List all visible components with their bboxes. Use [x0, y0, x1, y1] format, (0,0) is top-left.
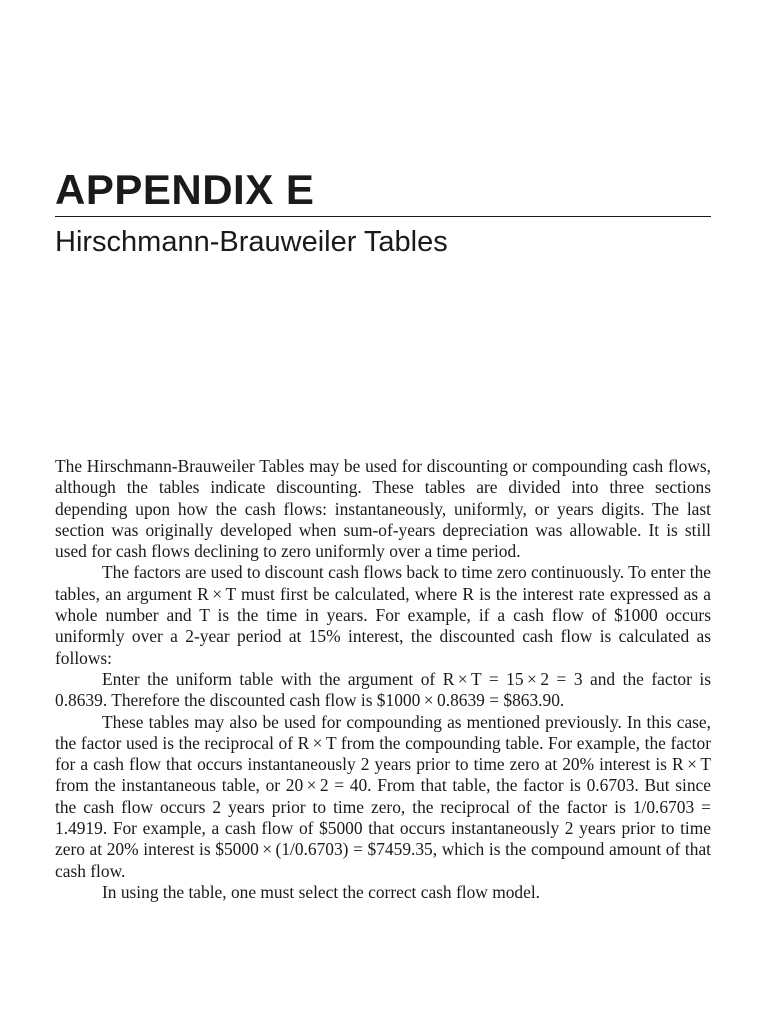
paragraph-factors: The factors are used to discount cash flows back to time zero continuously. To enter the tables, an argument R × T must first be calculated, where R is the interest rate expressed as a whole number and T is the time in years. For example, if a cash flow of $1000 occurs uniformly over a 2-year period at 15% interest, the discounted cash flow is calculated as follows:: [55, 562, 711, 668]
paragraph-compounding: These tables may also be used for compounding as mentioned previously. In this case, the factor used is the reciprocal of R × T from the compounding table. For example, the factor for a cash flow that occurs instantaneously 2 years prior to time zero at 20% interest is R × T from the instantaneous table, or 20 × 2 = 40. From that table, the factor is 0.6703. But since the cash flow occurs 2 years prior to time zero, the reciprocal of the factor is 1/0.6703 = 1.4919. For example, a cash flow of $5000 that occurs instantaneously 2 years prior to time zero at 20% interest is $5000 × (1/0.6703) = $7459.35, which is the compound amount of that cash flow.: [55, 711, 711, 881]
heading-rule: [55, 216, 711, 217]
body-text: [55, 456, 711, 903]
paragraph-intro: The Hirschmann-Brauweiler Tables may be used for discounting or compounding cash flows, although the tables indicate discounting. These tables are divided into three sections depending upon how the cash flows: instantaneously, uniformly, or years digits. The last section was originally developed when sum-of-years depreciation was allowable. It is still used for cash flows declining to zero uniformly over a time period.: [55, 456, 711, 562]
chapter-heading: APPENDIX E: [55, 166, 315, 213]
chapter-title: Hirschmann-Brauweiler Tables: [55, 226, 448, 258]
page: [55, 0, 711, 1024]
paragraph-cash-flow-model: In using the table, one must select the correct cash flow model.: [102, 881, 541, 902]
paragraph-uniform-example: Enter the uniform table with the argument of R × T = 15 × 2 = 3 and the factor is 0.8639. Therefore the discounted cash flow is $1000 × 0.8639 = $863.90.: [55, 668, 711, 711]
